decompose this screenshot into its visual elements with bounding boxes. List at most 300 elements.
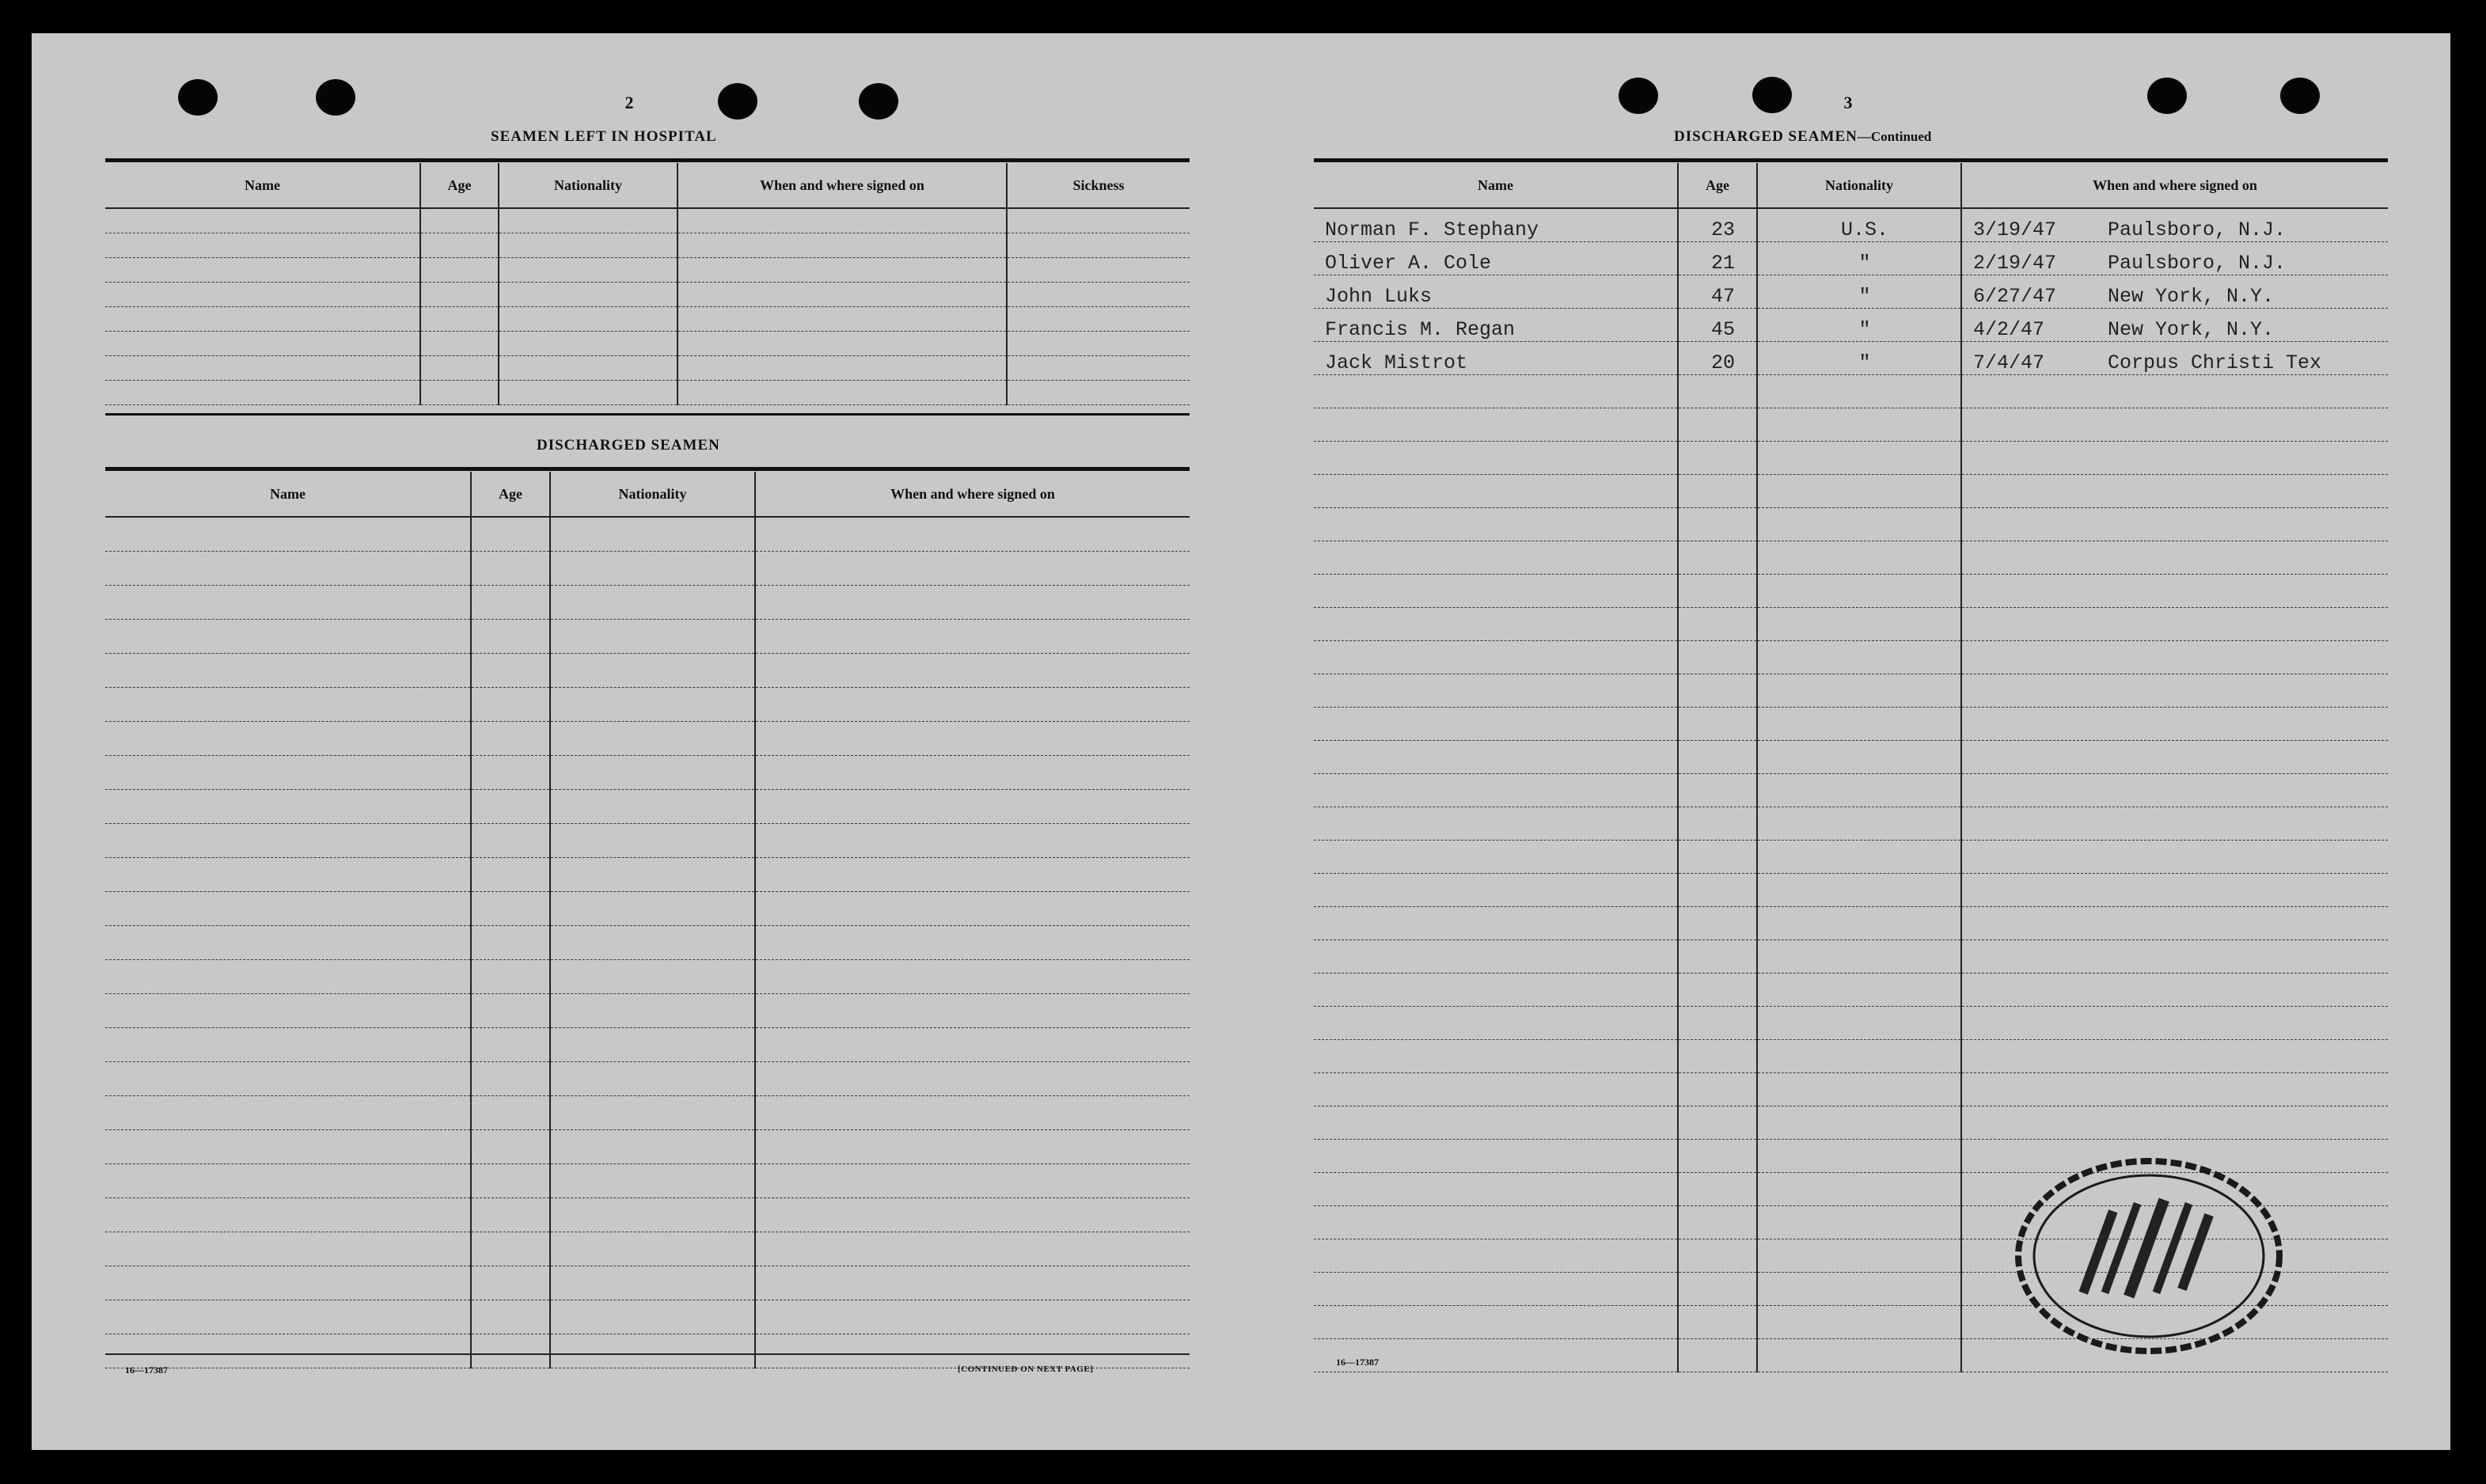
empty-cell — [1961, 841, 2388, 874]
empty-cell — [550, 960, 755, 994]
empty-cell — [1678, 1073, 1757, 1106]
punch-hole — [2147, 78, 2187, 114]
empty-cell — [471, 688, 550, 722]
empty-cell — [1961, 475, 2388, 508]
empty-cell — [1757, 442, 1961, 475]
empty-cell — [1678, 907, 1757, 940]
empty-cell — [1961, 974, 2388, 1007]
signed-on-place: New York, N.Y. — [2108, 285, 2275, 308]
table-row — [1314, 874, 2388, 907]
empty-cell — [677, 332, 1007, 356]
table-row — [105, 1096, 1190, 1130]
empty-cell — [471, 1266, 550, 1300]
discharged-top-rule — [105, 467, 1190, 471]
empty-cell — [677, 307, 1007, 332]
empty-cell — [1757, 1140, 1961, 1173]
empty-cell — [105, 824, 471, 858]
postmark-stamp — [2010, 1145, 2295, 1359]
empty-cell — [1314, 541, 1678, 575]
empty-cell — [1757, 708, 1961, 741]
empty-cell — [1314, 475, 1678, 508]
empty-cell — [420, 307, 499, 332]
empty-cell — [755, 1334, 1190, 1368]
table-row — [105, 208, 1190, 233]
hospital-col-nationality: Nationality — [499, 163, 677, 208]
empty-cell — [1757, 1007, 1961, 1040]
empty-cell — [677, 258, 1007, 283]
empty-cell — [1678, 807, 1757, 841]
empty-cell — [1961, 575, 2388, 608]
empty-cell — [105, 654, 471, 688]
empty-cell — [755, 1266, 1190, 1300]
empty-cell — [105, 586, 471, 620]
empty-cell — [1961, 1073, 2388, 1106]
empty-cell — [1678, 641, 1757, 674]
empty-cell — [1007, 233, 1190, 258]
empty-cell — [499, 208, 677, 233]
table-row — [105, 824, 1190, 858]
empty-cell — [755, 688, 1190, 722]
empty-cell — [1757, 1073, 1961, 1106]
punch-hole — [2280, 78, 2320, 114]
table-row — [105, 1232, 1190, 1266]
table-row — [1314, 940, 2388, 974]
table-row — [1314, 1007, 2388, 1040]
empty-cell — [1314, 674, 1678, 708]
empty-cell — [550, 722, 755, 756]
table-row — [105, 586, 1190, 620]
empty-cell — [1314, 508, 1678, 541]
table-row — [105, 892, 1190, 926]
empty-cell — [499, 233, 677, 258]
punch-hole — [316, 79, 355, 116]
empty-cell — [105, 233, 420, 258]
empty-cell — [499, 307, 677, 332]
empty-cell — [1314, 1239, 1678, 1273]
table-row — [105, 517, 1190, 552]
signed-on-date: 2/19/47 — [1973, 252, 2057, 275]
seaman-name: John Luks — [1314, 275, 1678, 309]
empty-cell — [755, 1164, 1190, 1198]
discharged-continued-title: DISCHARGED SEAMEN—Continued — [1674, 128, 1932, 145]
empty-cell — [1961, 807, 2388, 841]
empty-cell — [1314, 708, 1678, 741]
empty-cell — [1314, 1173, 1678, 1206]
empty-cell — [1314, 575, 1678, 608]
empty-cell — [471, 892, 550, 926]
empty-cell — [471, 926, 550, 960]
empty-cell — [420, 356, 499, 381]
empty-cell — [1314, 442, 1678, 475]
punch-hole — [859, 83, 898, 120]
signed-on-place: New York, N.Y. — [2108, 318, 2275, 341]
document-sheet — [32, 33, 2450, 1450]
signed-on-date: 4/2/47 — [1973, 318, 2045, 341]
signed-on-place: Paulsboro, N.J. — [2108, 252, 2287, 275]
empty-cell — [755, 926, 1190, 960]
table-row — [105, 1198, 1190, 1232]
empty-cell — [105, 552, 471, 586]
empty-cell — [1757, 1040, 1961, 1073]
empty-cell — [1757, 841, 1961, 874]
empty-cell — [1678, 841, 1757, 874]
discharged-right-col-age: Age — [1678, 163, 1757, 208]
empty-cell — [677, 208, 1007, 233]
signed-on-date: 7/4/47 — [1973, 351, 2045, 374]
empty-cell — [1961, 641, 2388, 674]
seaman-name: Jack Mistrot — [1314, 342, 1678, 375]
discharged-right-header — [1314, 163, 2388, 208]
empty-cell — [1757, 741, 1961, 774]
empty-cell — [550, 892, 755, 926]
empty-cell — [1757, 774, 1961, 807]
empty-cell — [755, 1062, 1190, 1096]
empty-cell — [1961, 874, 2388, 907]
empty-cell — [550, 824, 755, 858]
discharged-table-left — [105, 472, 1190, 1368]
form-code-left: 16—17387 — [125, 1364, 168, 1376]
empty-cell — [105, 1062, 471, 1096]
table-row — [105, 994, 1190, 1028]
table-row — [105, 356, 1190, 381]
empty-cell — [471, 824, 550, 858]
empty-cell — [1757, 575, 1961, 608]
empty-cell — [1678, 1339, 1757, 1372]
empty-cell — [1757, 1339, 1961, 1372]
empty-cell — [550, 654, 755, 688]
left-bottom-rule — [105, 1353, 1190, 1355]
empty-cell — [471, 1164, 550, 1198]
empty-cell — [1757, 508, 1961, 541]
empty-cell — [1314, 1106, 1678, 1140]
table-row — [1314, 807, 2388, 841]
discharged-left-col-when-and-where-signed-on: When and where signed on — [755, 472, 1190, 517]
empty-cell — [755, 756, 1190, 790]
empty-cell — [755, 858, 1190, 892]
table-row — [105, 233, 1190, 258]
table-row — [105, 960, 1190, 994]
hospital-col-sickness: Sickness — [1007, 163, 1190, 208]
empty-cell — [1961, 375, 2388, 408]
empty-cell — [550, 1198, 755, 1232]
empty-cell — [1314, 907, 1678, 940]
empty-cell — [1961, 541, 2388, 575]
empty-cell — [755, 994, 1190, 1028]
empty-cell — [1678, 1140, 1757, 1173]
empty-cell — [755, 790, 1190, 824]
seaman-age: 23 — [1678, 208, 1757, 242]
hospital-col-age: Age — [420, 163, 499, 208]
discharged-left-col-name: Name — [105, 472, 471, 517]
table-row — [1314, 774, 2388, 807]
empty-cell — [550, 1062, 755, 1096]
seaman-name: Francis M. Regan — [1314, 309, 1678, 342]
empty-cell — [550, 1300, 755, 1334]
empty-cell — [1314, 1040, 1678, 1073]
empty-cell — [755, 960, 1190, 994]
discharged-left-col-nationality: Nationality — [550, 472, 755, 517]
empty-cell — [105, 1266, 471, 1300]
empty-cell — [755, 1198, 1190, 1232]
seaman-age: 20 — [1678, 342, 1757, 375]
table-row — [105, 1266, 1190, 1300]
seaman-age: 47 — [1678, 275, 1757, 309]
empty-cell — [550, 1266, 755, 1300]
empty-cell — [420, 332, 499, 356]
empty-cell — [105, 1130, 471, 1164]
empty-cell — [1314, 807, 1678, 841]
signed-on-place: Corpus Christi Tex — [2108, 351, 2322, 374]
empty-cell — [471, 994, 550, 1028]
hospital-col-when-and-where-signed-on: When and where signed on — [677, 163, 1007, 208]
continued-note: [CONTINUED ON NEXT PAGE] — [958, 1364, 1094, 1374]
empty-cell — [1314, 741, 1678, 774]
empty-cell — [677, 356, 1007, 381]
table-row — [1314, 641, 2388, 674]
seaman-nationality: " — [1757, 342, 1961, 375]
empty-cell — [1314, 1306, 1678, 1339]
empty-cell — [105, 356, 420, 381]
punch-hole — [178, 79, 218, 116]
empty-cell — [1314, 1007, 1678, 1040]
table-row — [1314, 208, 2388, 242]
empty-cell — [550, 552, 755, 586]
table-row — [105, 926, 1190, 960]
empty-cell — [471, 1198, 550, 1232]
table-row — [1314, 741, 2388, 774]
empty-cell — [471, 790, 550, 824]
empty-cell — [1007, 307, 1190, 332]
empty-cell — [105, 960, 471, 994]
empty-cell — [1757, 807, 1961, 841]
empty-cell — [1314, 375, 1678, 408]
empty-cell — [499, 356, 677, 381]
empty-cell — [1757, 1273, 1961, 1306]
empty-cell — [105, 994, 471, 1028]
empty-cell — [105, 1232, 471, 1266]
seaman-nationality: " — [1757, 275, 1961, 309]
empty-cell — [499, 258, 677, 283]
empty-cell — [677, 381, 1007, 405]
empty-cell — [755, 1232, 1190, 1266]
empty-cell — [677, 233, 1007, 258]
empty-cell — [1678, 1040, 1757, 1073]
empty-cell — [471, 1096, 550, 1130]
hospital-table-header — [105, 163, 1190, 208]
empty-cell — [550, 790, 755, 824]
empty-cell — [755, 1096, 1190, 1130]
signed-on-cell — [1961, 242, 2388, 275]
empty-cell — [105, 790, 471, 824]
seaman-nationality: U.S. — [1757, 208, 1961, 242]
empty-cell — [1678, 774, 1757, 807]
empty-cell — [1757, 974, 1961, 1007]
empty-cell — [550, 926, 755, 960]
empty-cell — [105, 1300, 471, 1334]
empty-cell — [1314, 1140, 1678, 1173]
empty-cell — [755, 1300, 1190, 1334]
empty-cell — [471, 517, 550, 552]
empty-cell — [105, 332, 420, 356]
empty-cell — [1757, 641, 1961, 674]
table-row — [105, 1028, 1190, 1062]
table-row — [1314, 575, 2388, 608]
empty-cell — [1678, 541, 1757, 575]
empty-cell — [1678, 1273, 1757, 1306]
empty-cell — [105, 208, 420, 233]
table-row — [105, 1164, 1190, 1198]
empty-cell — [1678, 608, 1757, 641]
empty-cell — [1757, 907, 1961, 940]
empty-cell — [420, 258, 499, 283]
table-row — [105, 688, 1190, 722]
empty-cell — [1007, 332, 1190, 356]
empty-cell — [420, 233, 499, 258]
empty-cell — [755, 892, 1190, 926]
hospital-table — [105, 163, 1190, 405]
empty-cell — [1314, 874, 1678, 907]
seaman-age: 21 — [1678, 242, 1757, 275]
empty-cell — [1678, 1106, 1757, 1140]
table-row — [1314, 442, 2388, 475]
empty-cell — [1007, 381, 1190, 405]
discharged-section-title: DISCHARGED SEAMEN — [537, 437, 720, 454]
seaman-name: Oliver A. Cole — [1314, 242, 1678, 275]
empty-cell — [755, 1130, 1190, 1164]
empty-cell — [1757, 940, 1961, 974]
table-row — [1314, 408, 2388, 442]
empty-cell — [755, 1028, 1190, 1062]
page-number-left: 2 — [624, 93, 634, 112]
table-row — [1314, 841, 2388, 874]
empty-cell — [471, 552, 550, 586]
empty-cell — [105, 283, 420, 307]
empty-cell — [471, 586, 550, 620]
empty-cell — [105, 620, 471, 654]
empty-cell — [1314, 408, 1678, 442]
empty-cell — [1678, 974, 1757, 1007]
empty-cell — [1314, 940, 1678, 974]
empty-cell — [550, 1164, 755, 1198]
signed-on-cell — [1961, 342, 2388, 375]
empty-cell — [1678, 874, 1757, 907]
empty-cell — [1678, 408, 1757, 442]
empty-cell — [1757, 608, 1961, 641]
empty-cell — [1678, 442, 1757, 475]
table-row — [105, 756, 1190, 790]
empty-cell — [105, 1164, 471, 1198]
table-row — [105, 1130, 1190, 1164]
empty-cell — [1678, 1239, 1757, 1273]
empty-cell — [1314, 841, 1678, 874]
table-row — [105, 1334, 1190, 1368]
table-row — [1314, 1040, 2388, 1073]
form-code-right: 16—17387 — [1336, 1357, 1379, 1368]
empty-cell — [1757, 1173, 1961, 1206]
empty-cell — [499, 283, 677, 307]
table-row — [105, 1300, 1190, 1334]
empty-cell — [471, 620, 550, 654]
empty-cell — [1961, 608, 2388, 641]
empty-cell — [105, 1198, 471, 1232]
discharged-left-col-age: Age — [471, 472, 550, 517]
empty-cell — [471, 1300, 550, 1334]
empty-cell — [677, 283, 1007, 307]
empty-cell — [1757, 1206, 1961, 1239]
discharged-right-col-nationality: Nationality — [1757, 163, 1961, 208]
empty-cell — [550, 586, 755, 620]
empty-cell — [1007, 356, 1190, 381]
empty-cell — [550, 517, 755, 552]
empty-cell — [1007, 258, 1190, 283]
empty-cell — [1678, 575, 1757, 608]
empty-cell — [1961, 1040, 2388, 1073]
table-row — [1314, 674, 2388, 708]
empty-cell — [1314, 608, 1678, 641]
empty-cell — [105, 892, 471, 926]
table-row — [105, 307, 1190, 332]
punch-hole — [1752, 77, 1792, 113]
empty-cell — [1757, 408, 1961, 442]
table-row — [1314, 309, 2388, 342]
empty-cell — [1678, 674, 1757, 708]
empty-cell — [1757, 375, 1961, 408]
empty-cell — [1678, 1173, 1757, 1206]
empty-cell — [105, 1096, 471, 1130]
empty-cell — [1007, 208, 1190, 233]
hospital-bottom-rule — [105, 413, 1190, 416]
empty-cell — [1961, 508, 2388, 541]
empty-cell — [1961, 408, 2388, 442]
seaman-name: Norman F. Stephany — [1314, 208, 1678, 242]
discharged-left-header — [105, 472, 1190, 517]
empty-cell — [105, 517, 471, 552]
table-row — [1314, 541, 2388, 575]
empty-cell — [1314, 641, 1678, 674]
empty-cell — [1678, 940, 1757, 974]
table-row — [1314, 974, 2388, 1007]
empty-cell — [1678, 708, 1757, 741]
empty-cell — [471, 1334, 550, 1368]
empty-cell — [550, 1232, 755, 1266]
empty-cell — [1314, 1073, 1678, 1106]
table-row — [1314, 1073, 2388, 1106]
table-row — [1314, 608, 2388, 641]
table-row — [105, 620, 1190, 654]
empty-cell — [420, 208, 499, 233]
empty-cell — [471, 1232, 550, 1266]
seaman-nationality: " — [1757, 242, 1961, 275]
empty-cell — [471, 722, 550, 756]
table-row — [1314, 475, 2388, 508]
discharged-right-col-name: Name — [1314, 163, 1678, 208]
seaman-age: 45 — [1678, 309, 1757, 342]
empty-cell — [1757, 674, 1961, 708]
empty-cell — [1757, 1239, 1961, 1273]
empty-cell — [105, 381, 420, 405]
empty-cell — [1961, 1106, 2388, 1140]
empty-cell — [471, 1130, 550, 1164]
table-row — [105, 552, 1190, 586]
empty-cell — [550, 858, 755, 892]
empty-cell — [1314, 1273, 1678, 1306]
empty-cell — [1757, 1306, 1961, 1339]
table-row — [105, 283, 1190, 307]
empty-cell — [471, 858, 550, 892]
signed-on-date: 3/19/47 — [1973, 218, 2057, 241]
table-row — [105, 258, 1190, 283]
empty-cell — [420, 381, 499, 405]
